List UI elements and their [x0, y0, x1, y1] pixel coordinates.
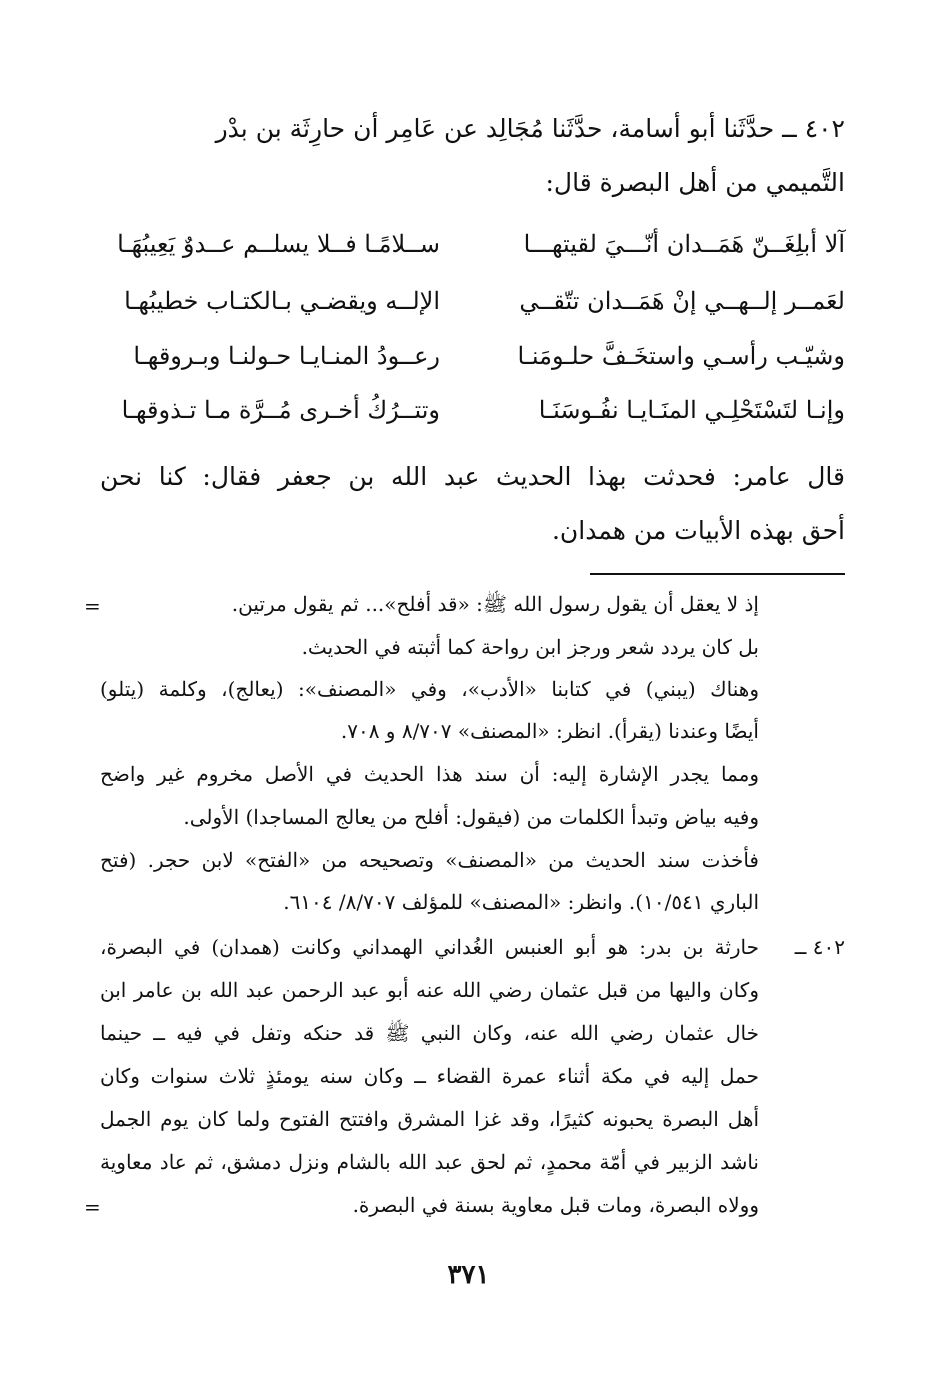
- poem-second-hemistich: ســلامًـا فــلا يسلــم عــدوٌ يَعِيبُهَـا: [117, 230, 440, 258]
- poem-first-hemistich: وإنـا لتَسْتَحْلِـي المنَـايـا نفُـوسَنَـا: [538, 396, 845, 424]
- footnote-line: وهناك (يبني) في كتابنا «الأدب»، وفي «المصنف»: (يعالج)، وكلمة (يتلو): [100, 677, 759, 701]
- footnote-line: أيضًا وعندنا (يقرأ). انظر: «المصنف» ٨/٧٠٧ و ٧٠٨.: [340, 719, 759, 743]
- footnote-line: حمل إليه في مكة أثناء عمرة القضاء ــ وكان سنه يومئذٍ ثلاث سنوات وكان: [100, 1064, 759, 1088]
- narration-line: أحق بهذه الأبيات من همدان.: [551, 516, 845, 545]
- footnote-line: ومما يجدر الإشارة إليه: أن سند هذا الحديث في الأصل مخروم غير واضح: [100, 762, 759, 786]
- footnote-line: ناشد الزبير في أمّة محمدٍ، ثم لحق عبد الله بالشام ونزل دمشق، ثم عاد معاوية: [100, 1150, 760, 1174]
- footnote-line: بل كان يردد شعر ورجز ابن رواحة كما أثبته في الحديث.: [301, 635, 759, 659]
- footnote-number: ٤٠٢ ــ: [794, 935, 845, 959]
- footnote-line: حارثة بن بدر: هو أبو العنبس الغُداني الهمداني وكانت (همدان) في البصرة،: [100, 935, 759, 959]
- footnote-line: فأخذت سند الحديث من «المصنف» وتصحيحه من «الفتح» لابن حجر. (فتح: [100, 848, 759, 872]
- poem-first-hemistich: آلا أبلِغَــنّ هَمَــدان أنّـــيَ لقيتهـــا: [523, 230, 845, 258]
- footnote-line: أهل البصرة يحبونه كثيرًا، وقد غزا المشرق وافتتح الفتوح ولما كان يوم الجمل: [100, 1107, 759, 1131]
- footnote-line: وفيه بياض وتبدأ الكلمات من (فيقول: أفلح من يعالج المساجدا) الأولى.: [183, 805, 759, 829]
- footnote-line: وكان واليها من قبل عثمان رضي الله عنه أبو عبد الرحمن عبد الله بن عامر ابن: [100, 978, 759, 1002]
- footnote-line: خال عثمان رضي الله عنه، وكان النبي ﷺ قد حنكه وتفل في فيه ــ حينما: [100, 1021, 759, 1045]
- footnote-line: إذ لا يعقل أن يقول رسول الله ﷺ: «قد أفلح»... ثم يقول مرتين.: [231, 592, 759, 616]
- page-number: ٣٧١: [447, 1260, 490, 1290]
- footnote-line: الباري ١٠/٥٤١). وانظر: «المصنف» للمؤلف ٨/٧٠٧/ ٦١٠٤.: [283, 890, 759, 914]
- footnote-line: وولاه البصرة، ومات قبل معاوية بسنة في البصرة.: [352, 1193, 759, 1217]
- poem-second-hemistich: وتتــرُكُ أخـرى مُــرَّة مـا تـذوقهـا: [121, 396, 440, 424]
- poem-second-hemistich: الإلــه ويقضـي بـالكتـاب خطيبُهـا: [124, 287, 440, 315]
- footnote-separator: [590, 573, 845, 575]
- poem-first-hemistich: لعَمــر إلــهــي إنْ هَمَــدان تتّقــي: [519, 287, 845, 315]
- poem-second-hemistich: رعــودُ المنـايـا حـولنـا وبـروقهـا: [133, 342, 440, 370]
- poem-first-hemistich: وشيّـب رأسـي واستخَـفَّ حلـومَنـا: [517, 342, 845, 370]
- continuation-mark: =: [84, 594, 101, 618]
- hadith-header-line: التَّميمي من أهل البصرة قال:: [545, 168, 845, 197]
- narration-line: قال عامر: فحدثت بهذا الحديث عبد الله بن جعفر فقال: كنا نحن: [100, 462, 845, 491]
- hadith-header-line: ٤٠٢ ــ حدَّثَنا أبو أسامة، حدَّثَنا مُجَالِد عن عَامِر أن حارِثَة بن بدْر: [215, 114, 845, 143]
- continuation-mark: =: [84, 1195, 101, 1219]
